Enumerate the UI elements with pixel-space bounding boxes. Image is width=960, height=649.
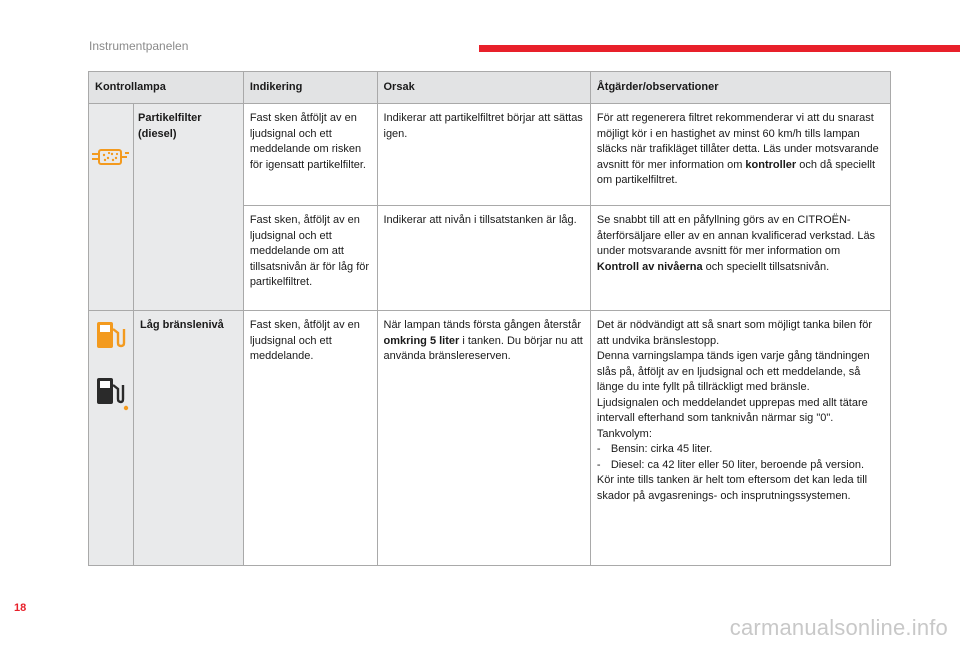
header-accent-bar [479,45,960,52]
cause-cell: Indikerar att partikelfiltret börjar att sättas igen. [377,104,590,206]
indication-cell: Fast sken, åtföljt av en ljudsignal och ett meddelande om att tillsatsnivån är för låg för partikelfiltret. [243,206,377,311]
list-item: - Diesel: ca 42 liter eller 50 liter, beroende på version. [597,458,884,474]
action-text: och speciellt tillsatsnivån. [702,260,830,273]
indication-cell: Fast sken åtföljt av en ljudsignal och ett meddelande om risken för igensatt partikelfilter. [243,104,377,206]
page-number: 18 [14,602,27,614]
action-text: Se snabbt till att en påfyllning görs av en CITROËN-återförsäljare eller av en annan kvalificerad verkstad. Läs under motsvarande avsnitt för mer information om [596,214,876,257]
table-row [89,311,891,566]
lamp-name-low-fuel: Låg bränslenivå [134,311,244,566]
indication-cell: Fast sken, åtföljt av en ljudsignal och ett meddelande. [243,311,377,566]
lamp-cell [89,311,134,566]
cause-text: När lampan tänds första gången återstår [383,319,582,331]
action-paragraph: Det är nödvändigt att så snart som möjligt tanka bilen för att undvika bränslestopp. [596,319,872,347]
action-text: För att regenerera filtret rekommenderar vi att du snarast möjligt kör i en hastighet av minst 60 km/h tills lampan släcks när trafikläget tillåter detta. Läs under motsvarande avsnitt för mer information om [596,112,879,171]
cause-text: i tanken. Du börjar nu att använda bränslereserven. [383,334,583,362]
list-item-text: Diesel: ca 42 liter eller 50 liter, beroende på version. [610,458,864,471]
section-title: Instrumentpanelen [89,39,189,53]
action-link-term: Kontroll av nivåerna [596,260,703,273]
fuel-pump-dot-icon [94,375,130,411]
particle-filter-icon [91,146,131,168]
warning-lamp-table [88,71,891,566]
fuel-pump-icon [94,319,128,351]
action-cell [590,104,890,206]
col-header-cause: Orsak [377,72,590,104]
lamp-cell [89,104,134,311]
cause-cell: Indikerar att nivån i tillsatstanken är låg. [377,206,590,311]
cause-highlight: omkring 5 liter [383,334,460,347]
col-header-actions: Åtgärder/observationer [590,72,890,104]
lamp-name-particle-filter: Partikelfilter (diesel) [134,104,244,311]
action-link-term: kontroller [745,158,797,171]
action-paragraph: Tankvolym: [596,427,652,440]
action-paragraph: Denna varningslampa tänds igen varje gång tändningen slås på, åtföljt av en ljudsignal och ett meddelande, så länge du inte fyllt på tillräckligt med bränsle. [596,350,870,393]
col-header-lamp: Kontrollampa [89,72,244,104]
table-row [89,104,891,206]
action-cell [590,206,890,311]
col-header-indication: Indikering [243,72,377,104]
cause-cell [377,311,590,566]
watermark: carmanualsonline.info [729,615,948,640]
action-cell [590,311,890,566]
action-paragraph: Kör inte tills tanken är helt tom eftersom det kan leda till skador på avgasrenings- och insprutningssystemen. [596,474,868,502]
table-header-row [89,72,891,104]
list-item-text: Bensin: cirka 45 liter. [610,443,713,455]
list-item: - Bensin: cirka 45 liter. [597,442,884,458]
action-text: och då speciellt om partikelfiltret. [596,158,876,186]
action-paragraph: Ljudsignalen och meddelandet upprepas med allt tätare intervall efterhand som tanknivån närmar sig "0". [596,396,868,424]
